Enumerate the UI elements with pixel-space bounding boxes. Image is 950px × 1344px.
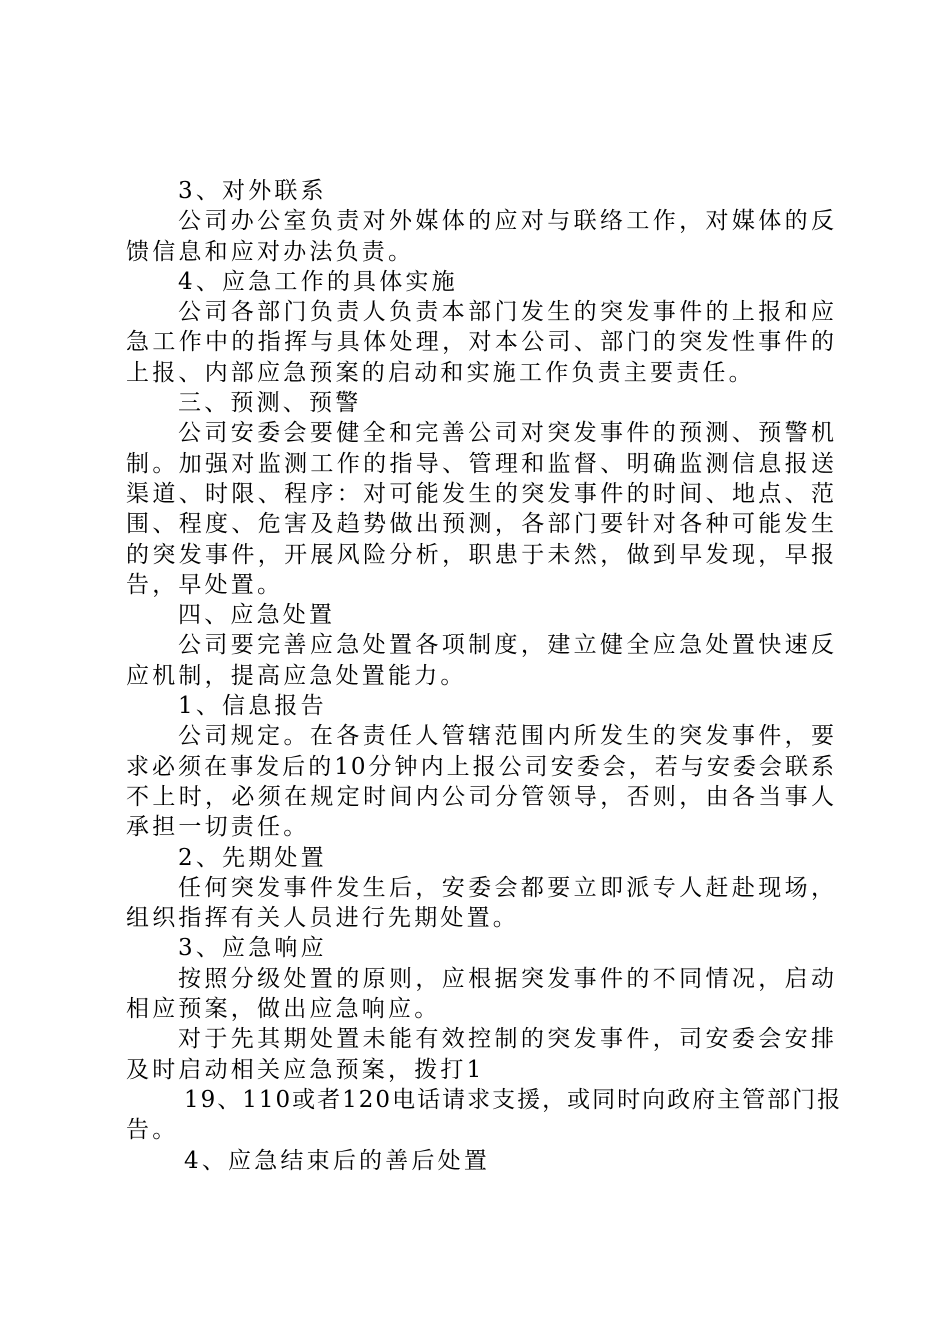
paragraph-line: 告，早处置。 [126, 571, 284, 598]
paragraph-line: 馈信息和应对办法负责。 [126, 238, 415, 265]
heading-external-contact: 3、对外联系 [178, 178, 327, 204]
paragraph-line: 公司各部门负责人负责本部门发生的突发事件的上报和应 [178, 299, 836, 326]
paragraph-line: 告。 [126, 1117, 179, 1144]
heading-initial-handling: 2、先期处置 [178, 844, 327, 871]
paragraph-line: 及时启动相关应急预案，拨打1 [126, 1056, 485, 1083]
paragraph-line: 渠道、时限、程序：对可能发生的突发事件的时间、地点、范 [126, 480, 836, 507]
paragraph-line: 公司安委会要健全和完善公司对突发事件的预测、预警机 [178, 420, 836, 447]
paragraph-line: 按照分级处置的原则，应根据突发事件的不同情况，启动 [178, 965, 836, 992]
paragraph-line: 对于先其期处置未能有效控制的突发事件，司安委会安排 [178, 1026, 836, 1053]
paragraph-line: 任何突发事件发生后，安委会都要立即派专人赶赴现场， [178, 874, 836, 901]
paragraph-line: 的突发事件，开展风险分析，职患于未然，做到早发现，早报 [126, 541, 836, 568]
heading-implementation: 4、应急工作的具体实施 [178, 268, 458, 295]
heading-aftermath: 4、应急结束后的善后处置 [184, 1147, 491, 1174]
paragraph-line: 相应预案，做出应急响应。 [126, 996, 441, 1023]
paragraph-line: 不上时，必须在规定时间内公司分管领导，否则，由各当事人 [126, 783, 836, 810]
paragraph-line: 公司要完善应急处置各项制度，建立健全应急处置快速反 [178, 632, 836, 659]
paragraph-line: 围、程度、危害及趋势做出预测，各部门要针对各种可能发生 [126, 511, 836, 538]
paragraph-line: 上报、内部应急预案的启动和实施工作负责主要责任。 [126, 359, 755, 386]
paragraph-line: 应机制，提高应急处置能力。 [126, 662, 467, 689]
heading-forecast-warning: 三、预测、预警 [178, 390, 362, 417]
heading-information-report: 1、信息报告 [178, 693, 327, 720]
heading-emergency-handling: 四、应急处置 [178, 602, 336, 629]
paragraph-line: 急工作中的指挥与具体处理，对本公司、部门的突发性事件的 [126, 329, 836, 356]
paragraph-line: 求必须在事发后的10分钟内上报公司安委会，若与安委会联系 [126, 753, 836, 780]
paragraph-line: 公司办公室负责对外媒体的应对与联络工作，对媒体的反 [178, 208, 836, 235]
paragraph-line: 19、110或者120电话请求支援，或同时向政府主管部门报 [184, 1086, 843, 1113]
paragraph-line: 制。加强对监测工作的指导、管理和监督、明确监测信息报送 [126, 450, 836, 477]
paragraph-line: 承担一切责任。 [126, 814, 310, 841]
document-body [126, 176, 843, 1176]
paragraph-line: 公司规定。在各责任人管辖范围内所发生的突发事件，要 [178, 723, 836, 750]
paragraph-line: 组织指挥有关人员进行先期处置。 [126, 905, 519, 932]
heading-emergency-response: 3、应急响应 [178, 935, 327, 962]
